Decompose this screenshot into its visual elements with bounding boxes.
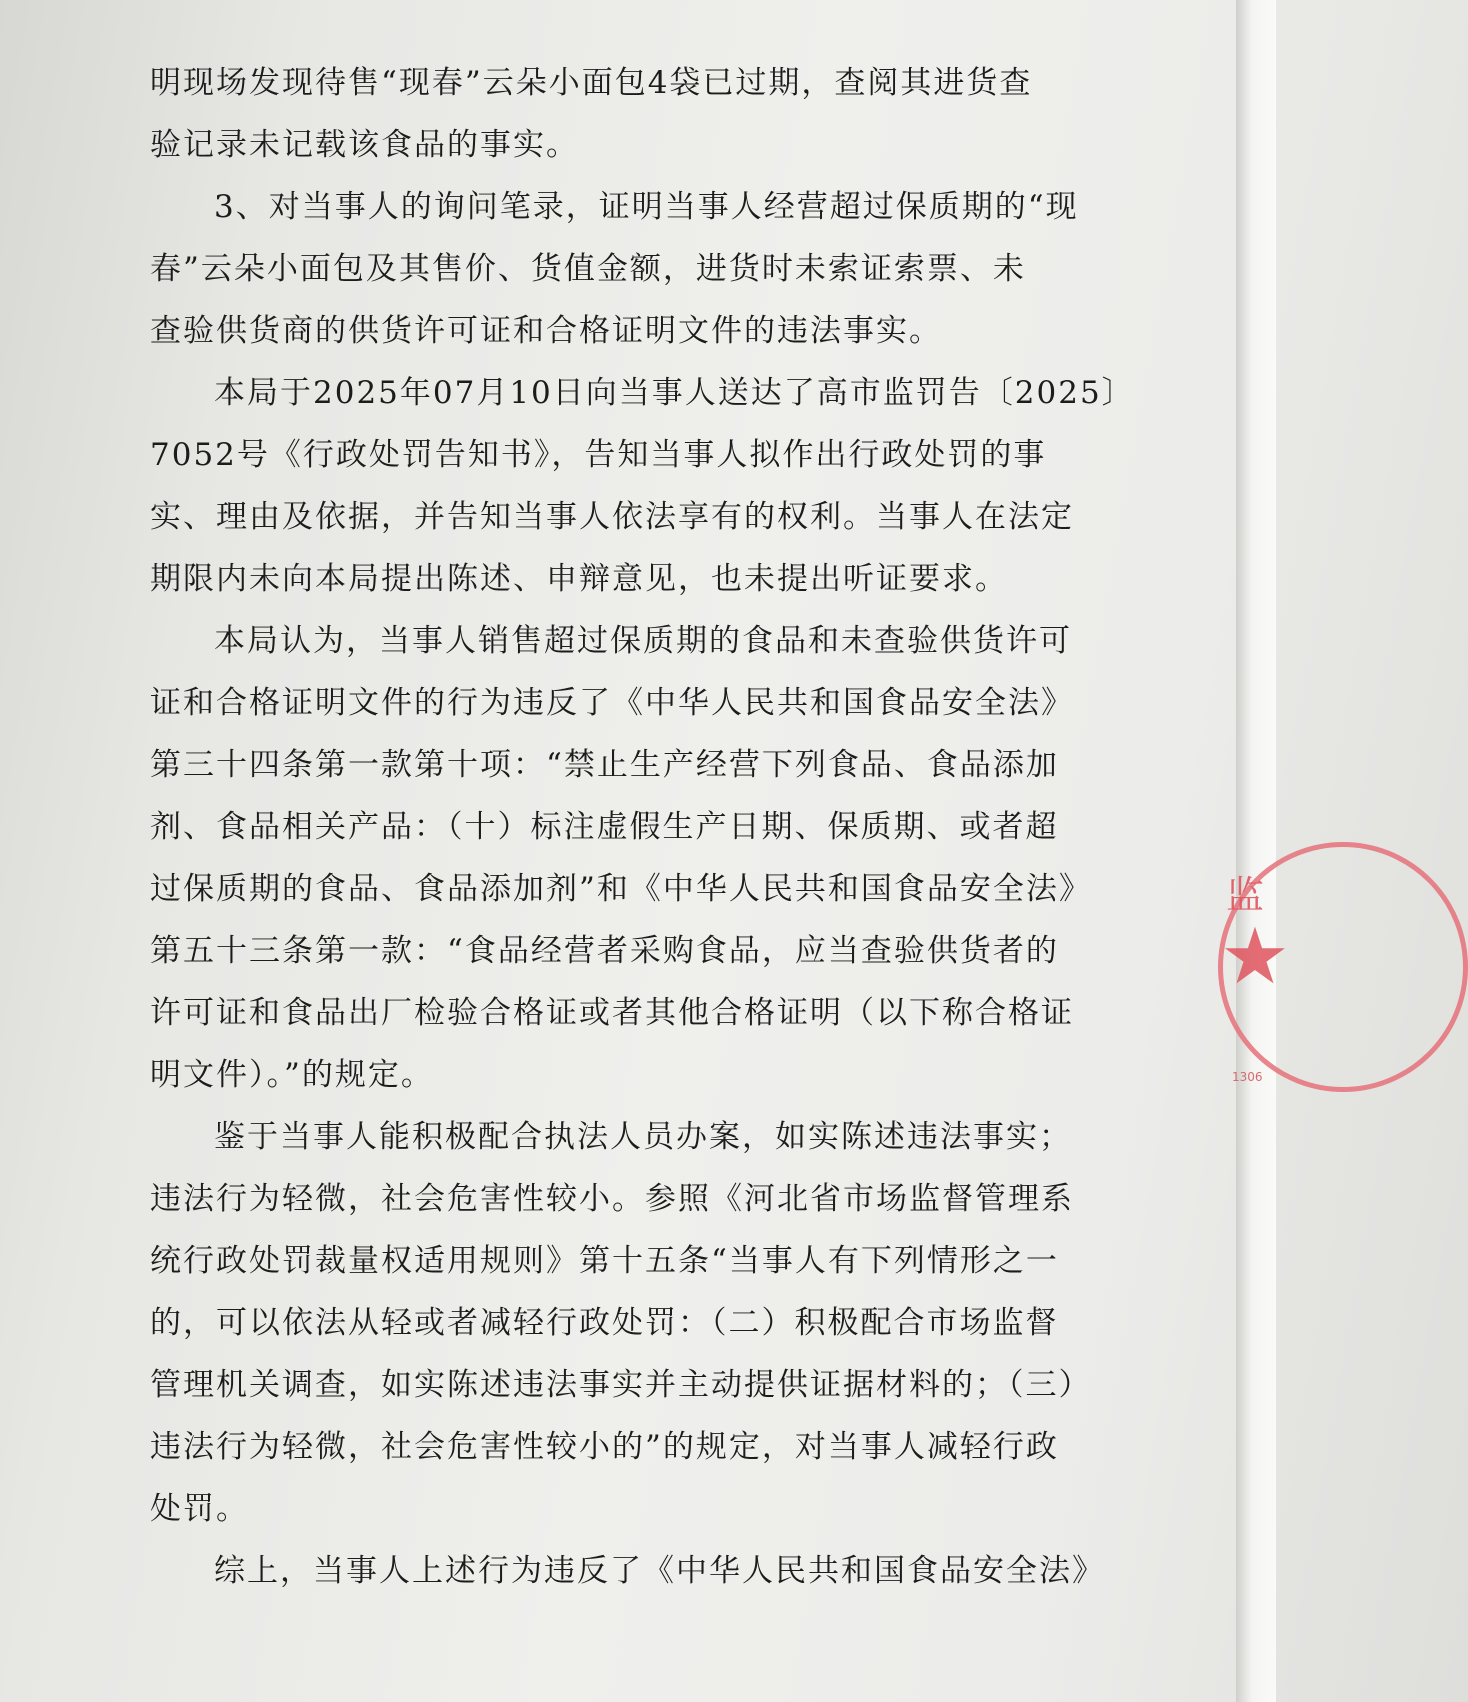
text-line: 统行政处罚裁量权适用规则》第十五条“当事人有下列情形之一 (150, 1243, 1059, 1279)
text-line: 本局于2025年07月10日向当事人送达了高市监罚告〔2025〕 (214, 375, 1135, 411)
text-line: 第五十三条第一款：“食品经营者采购食品，应当查验供货者的 (150, 933, 1059, 969)
text-line: 查验供货商的供货许可证和合格证明文件的违法事实。 (150, 313, 942, 349)
text-line: 期限内未向本局提出陈述、申辩意见，也未提出听证要求。 (150, 561, 1008, 597)
text-line: 明文件）。”的规定。 (150, 1057, 434, 1093)
text-line: 验记录未记载该食品的事实。 (150, 127, 579, 163)
text-line: 违法行为轻微，社会危害性较小的”的规定，对当事人减轻行政 (150, 1429, 1059, 1465)
text-line: 第三十四条第一款第十项：“禁止生产经营下列食品、食品添加 (150, 747, 1059, 783)
text-line: 证和合格证明文件的行为违反了《中华人民共和国食品安全法》 (150, 685, 1074, 721)
text-line: 明现场发现待售“现春”云朵小面包4袋已过期，查阅其进货查 (150, 65, 1033, 101)
text-line: 剂、食品相关产品：（十）标注虚假生产日期、保质期、或者超 (150, 809, 1059, 845)
text-line: 春”云朵小面包及其售价、货值金额，进货时未索证索票、未 (150, 251, 1026, 287)
text-line: 鉴于当事人能积极配合执法人员办案，如实陈述违法事实； (214, 1119, 1072, 1155)
text-line: 实、理由及依据，并告知当事人依法享有的权利。当事人在法定 (150, 499, 1074, 535)
text-line: 3、对当事人的询问笔录，证明当事人经营超过保质期的“现 (214, 189, 1079, 225)
text-line: 管理机关调查，如实陈述违法事实并主动提供证据材料的；（三） (150, 1367, 1092, 1403)
official-seal (1212, 842, 1290, 1094)
seal-character: 监 (1226, 873, 1265, 917)
text-line: 的，可以依法从轻或者减轻行政处罚：（二）积极配合市场监督 (150, 1305, 1059, 1341)
text-line: 7052号《行政处罚告知书》，告知当事人拟作出行政处罚的事 (150, 437, 1047, 473)
text-line: 许可证和食品出厂检验合格证或者其他合格证明（以下称合格证 (150, 995, 1074, 1031)
star-icon: ★ (1220, 912, 1290, 1002)
document-body (150, 52, 1135, 1602)
text-line: 违法行为轻微，社会危害性较小。参照《河北省市场监督管理系 (150, 1181, 1074, 1217)
text-line: 处罚。 (150, 1491, 249, 1527)
text-line: 过保质期的食品、食品添加剂”和《中华人民共和国食品安全法》 (150, 871, 1092, 907)
text-line: 综上，当事人上述行为违反了《中华人民共和国食品安全法》 (214, 1553, 1105, 1589)
seal-number: 1306 (1232, 1070, 1263, 1084)
text-line: 本局认为，当事人销售超过保质期的食品和未查验供货许可 (214, 623, 1072, 659)
